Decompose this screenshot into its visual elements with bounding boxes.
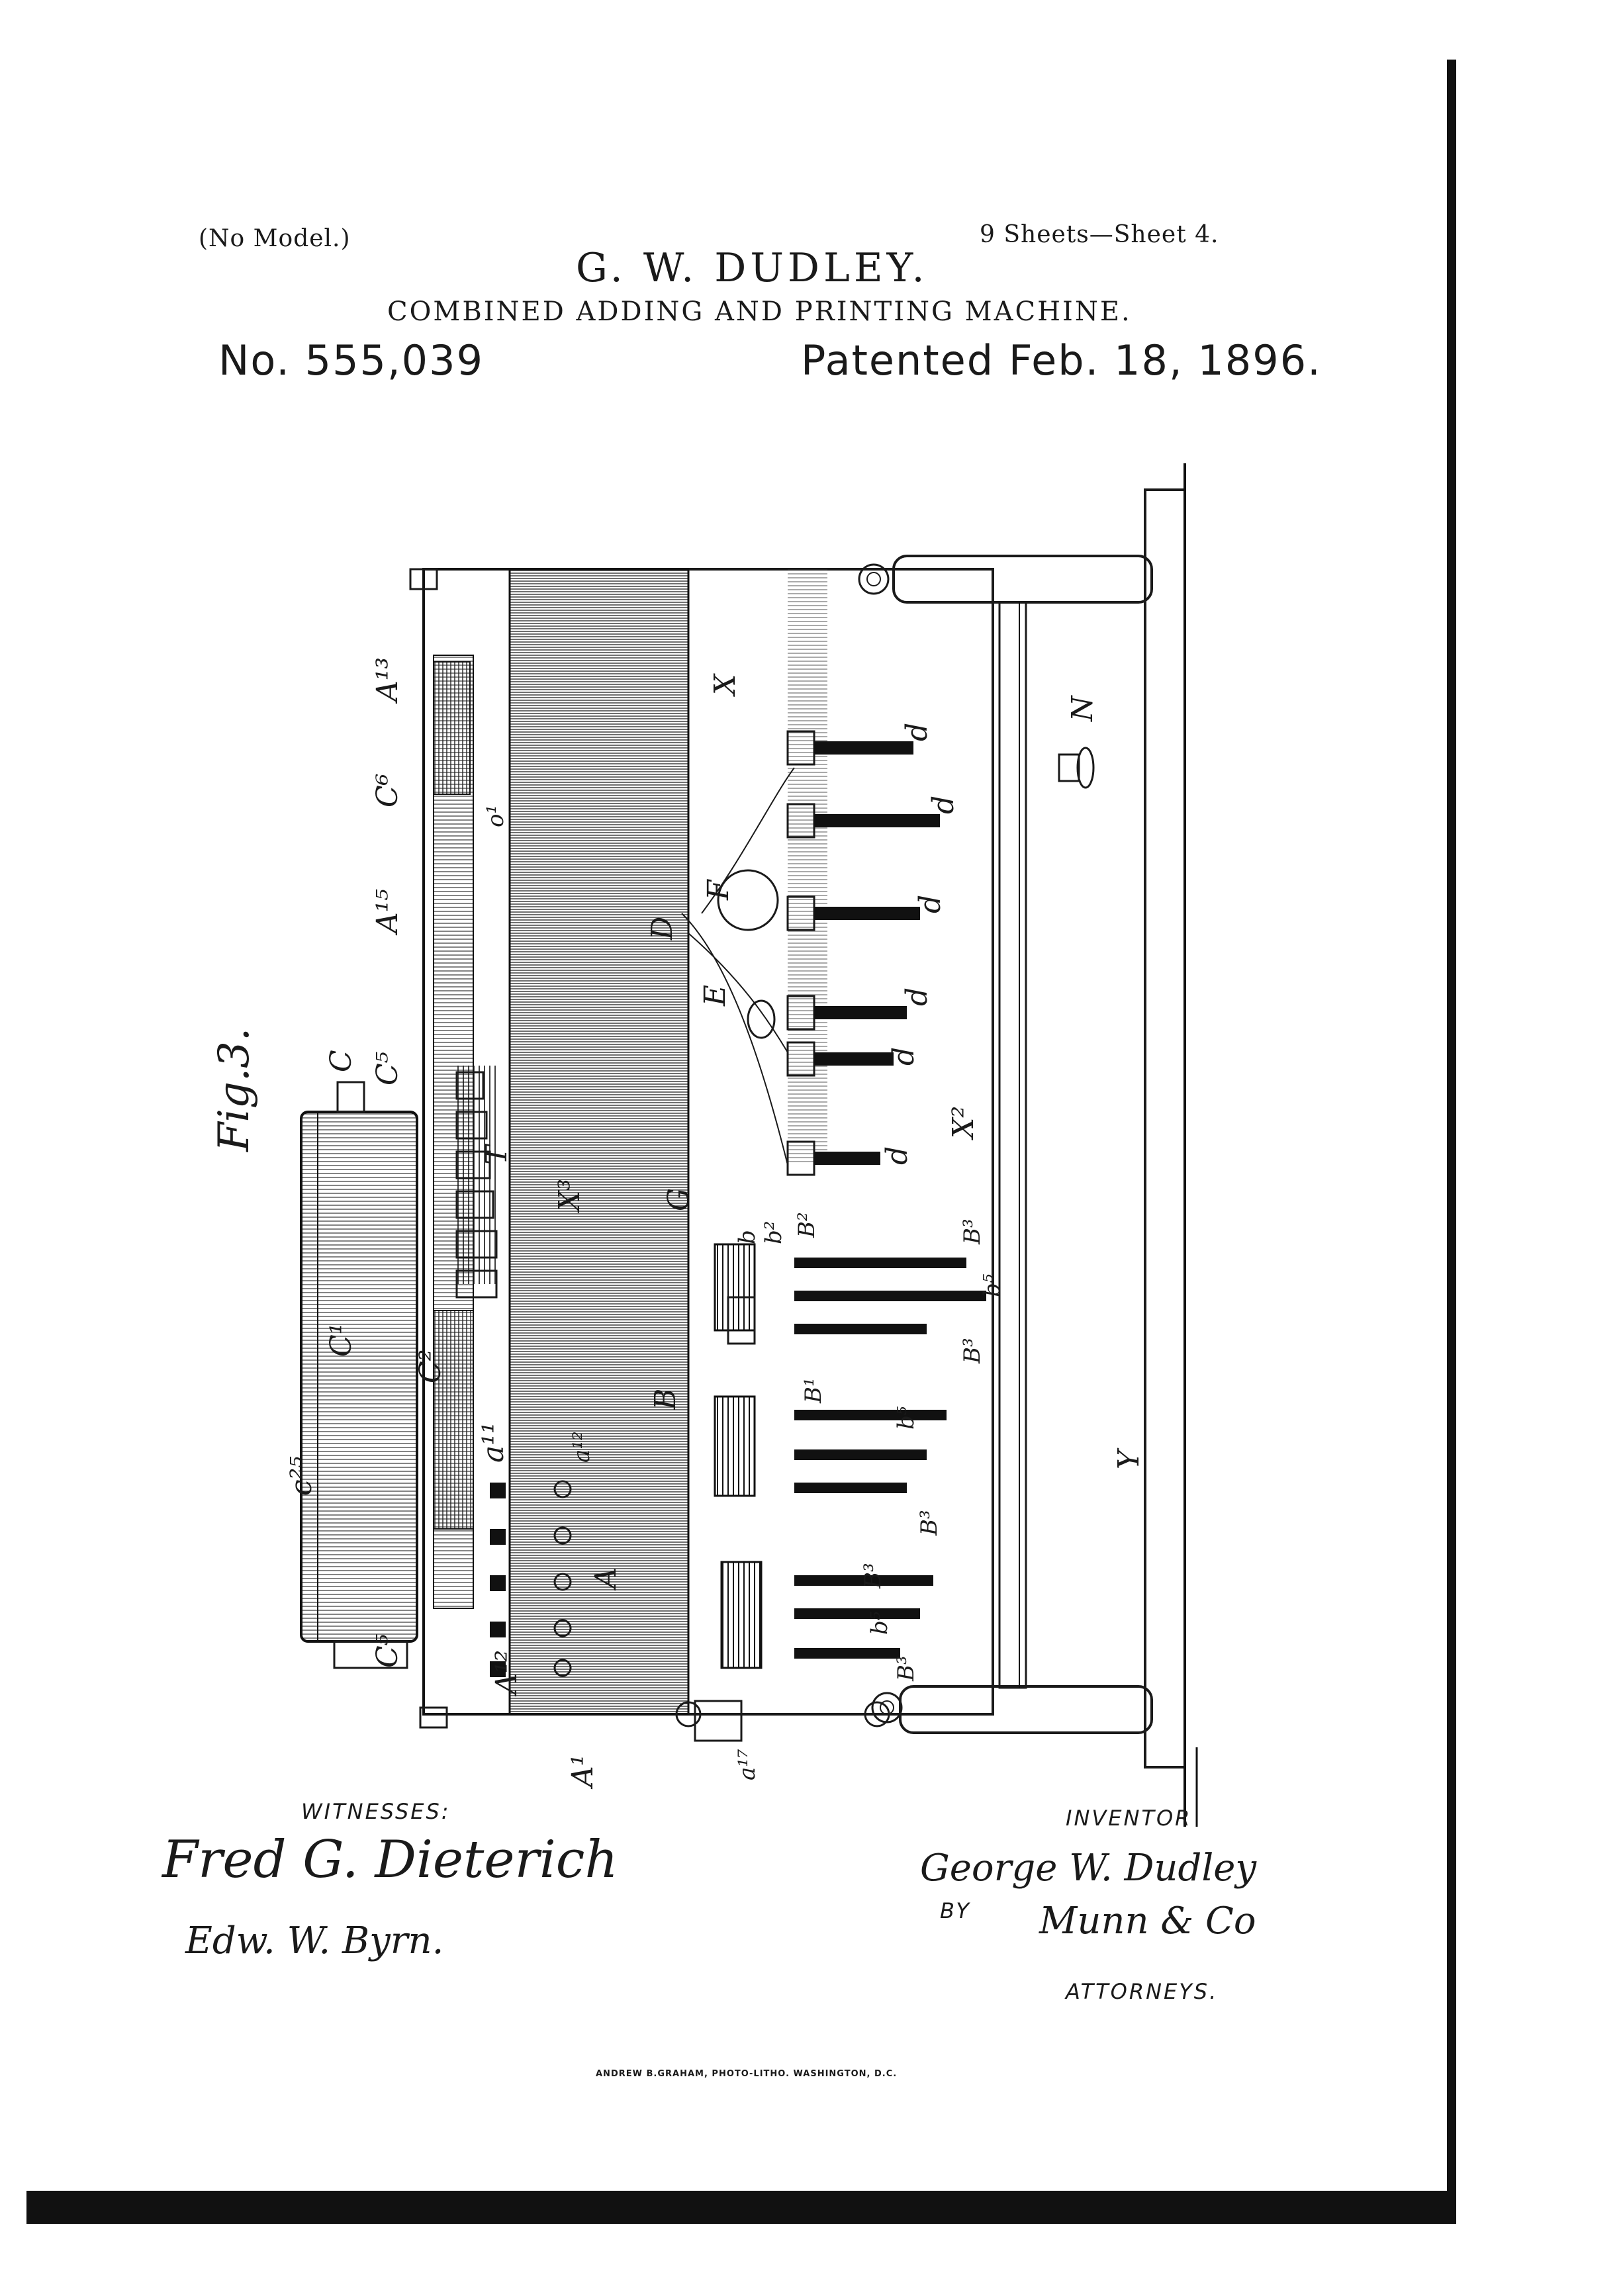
- patent-number: No. 555,039: [218, 336, 485, 385]
- svg-text:d: d: [880, 1146, 914, 1165]
- key-row-squares: [490, 1483, 506, 1677]
- svg-text:G: G: [662, 1187, 696, 1211]
- svg-text:A¹⁵: A¹⁵: [371, 888, 404, 933]
- svg-text:T: T: [480, 1145, 514, 1165]
- svg-text:C⁶: C⁶: [371, 773, 404, 807]
- svg-text:c²⁵: c²⁵: [285, 1456, 318, 1496]
- platen-roller-c: [301, 1112, 417, 1641]
- page-bottom-band: [26, 2191, 1456, 2224]
- witnesses-label: WITNESSES:: [301, 1799, 451, 1824]
- page-right-border: [1447, 60, 1456, 2191]
- svg-text:B¹: B¹: [800, 1377, 827, 1403]
- svg-text:B²: B²: [794, 1212, 820, 1238]
- svg-text:A¹³: A¹³: [371, 657, 404, 702]
- witness-2-signature: Edw. W. Byrn.: [185, 1919, 444, 1962]
- patent-date: Patented Feb. 18, 1896.: [801, 336, 1322, 385]
- lower-key-bank-3: [721, 1562, 933, 1668]
- sheet-count: 9 Sheets—Sheet 4.: [980, 221, 1219, 248]
- svg-text:A: A: [589, 1567, 623, 1588]
- svg-text:d: d: [913, 894, 947, 913]
- top-leg: [894, 556, 1152, 602]
- svg-text:d: d: [900, 722, 934, 741]
- figure-label: Fig.3.: [210, 1027, 259, 1152]
- svg-text:B³: B³: [959, 1218, 986, 1244]
- by-label: BY: [940, 1898, 971, 1923]
- svg-text:b: b: [734, 1230, 761, 1244]
- svg-text:o¹: o¹: [483, 804, 509, 827]
- svg-text:E: E: [698, 984, 732, 1006]
- svg-text:A¹: A¹: [566, 1754, 600, 1787]
- svg-text:A¹²: A¹²: [490, 1649, 524, 1694]
- svg-text:d: d: [900, 987, 934, 1006]
- svg-text:F: F: [702, 880, 735, 900]
- svg-text:C⁵: C⁵: [371, 1051, 404, 1085]
- svg-text:C¹: C¹: [324, 1322, 358, 1357]
- attorneys-label: ATTORNEYS.: [1066, 1979, 1219, 2004]
- witness-1-signature: Fred G. Dieterich: [162, 1830, 618, 1890]
- svg-text:d: d: [887, 1046, 921, 1066]
- svg-text:b²: b²: [761, 1220, 787, 1244]
- attorney-signature: Munn & Co: [1039, 1900, 1256, 1943]
- svg-text:Y: Y: [1112, 1449, 1146, 1469]
- svg-text:X: X: [708, 674, 742, 695]
- svg-text:D: D: [645, 916, 679, 940]
- inventor-name-heading: G. W. DUDLEY.: [576, 245, 929, 291]
- svg-text:a¹²: a¹²: [569, 1431, 595, 1463]
- svg-text:b⁵: b⁵: [866, 1611, 893, 1635]
- inventor-label: INVENTOR: [1066, 1806, 1192, 1831]
- svg-text:C: C: [324, 1050, 358, 1072]
- model-note: (No Model.): [199, 225, 351, 252]
- svg-text:B³: B³: [893, 1655, 919, 1681]
- svg-text:a¹⁷: a¹⁷: [734, 1749, 761, 1780]
- cross-rail: [999, 602, 1026, 1688]
- rack-a13: [434, 662, 470, 794]
- svg-text:C²: C²: [414, 1349, 447, 1383]
- rack-a12: [434, 1310, 473, 1529]
- panel-x3: [510, 569, 688, 1714]
- svg-text:B³: B³: [916, 1510, 943, 1536]
- svg-text:B: B: [649, 1388, 682, 1410]
- svg-text:B³: B³: [860, 1563, 886, 1588]
- printer-credit: ANDREW B.GRAHAM, PHOTO-LITHO. WASHINGTON, D.C.: [596, 2069, 898, 2079]
- svg-text:N: N: [1066, 696, 1099, 721]
- knob-n: [1059, 755, 1079, 781]
- bottom-leg: [900, 1686, 1152, 1733]
- base-plank: [1145, 490, 1185, 1767]
- svg-text:d: d: [927, 795, 960, 814]
- svg-text:b⁵: b⁵: [893, 1406, 919, 1430]
- lower-key-bank-1: [715, 1244, 986, 1344]
- bulb-e: [748, 1001, 774, 1038]
- svg-text:a¹¹: a¹¹: [477, 1422, 510, 1463]
- svg-text:C⁵: C⁵: [371, 1633, 404, 1668]
- svg-text:X²: X²: [947, 1106, 980, 1138]
- svg-text:X³: X³: [553, 1179, 586, 1211]
- svg-text:b⁵: b⁵: [979, 1273, 1005, 1297]
- patent-title: COMBINED ADDING AND PRINTING MACHINE.: [387, 297, 1132, 327]
- inventor-signature: George W. Dudley: [920, 1847, 1257, 1890]
- svg-text:B³: B³: [959, 1338, 986, 1363]
